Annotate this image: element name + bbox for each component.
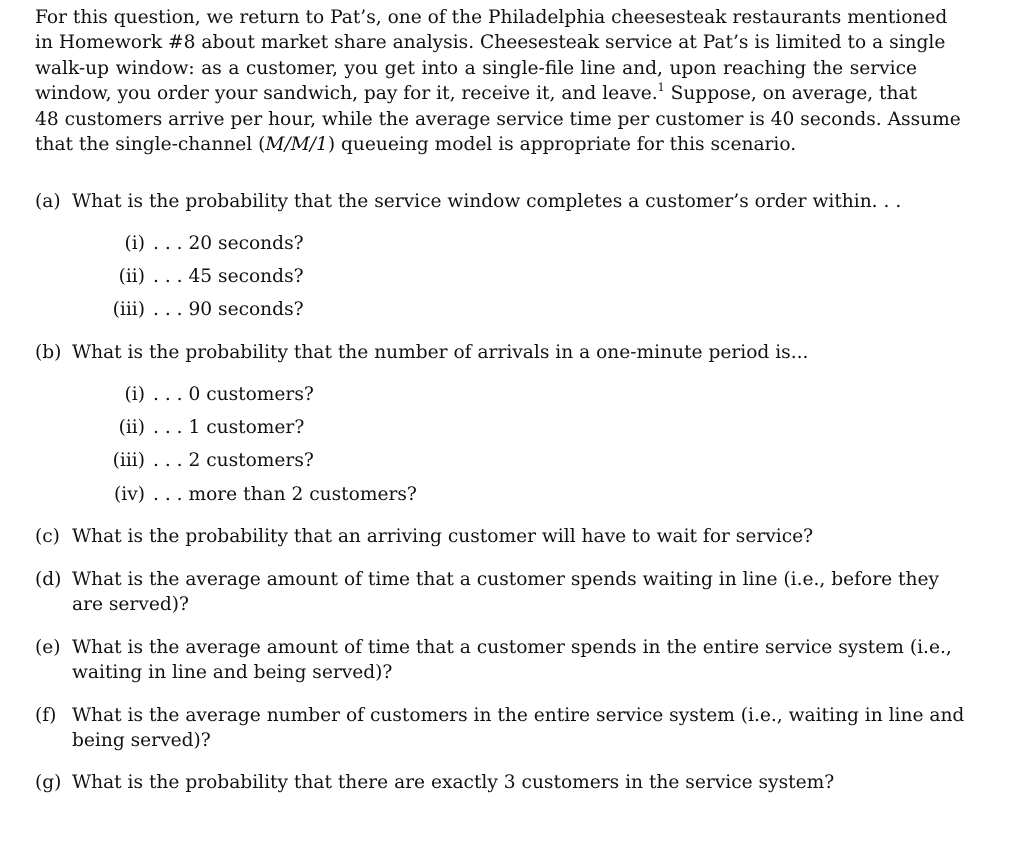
- sub-text: . . . 1 customer?: [153, 417, 305, 438]
- part-g-text: What is the probability that there are exactly 3 customers in the service system?: [72, 772, 835, 793]
- part-c-text: What is the probability that an arriving customer will have to wait for service?: [72, 526, 814, 547]
- part-f-line-2: being served)?: [72, 730, 211, 752]
- intro-line-4-tail: Suppose, on average, that: [670, 83, 918, 105]
- footnote-marker: 1: [657, 81, 665, 95]
- part-d-label: (d): [35, 569, 62, 590]
- part-c-label: (c): [35, 526, 60, 547]
- sub-text: . . . 2 customers?: [153, 450, 314, 471]
- sub-text: . . . more than 2 customers?: [153, 484, 417, 505]
- part-d-line-1: What is the average amount of time that a customer spends waiting in line (i.e., before they: [72, 569, 939, 590]
- part-b-label: (b): [35, 342, 62, 363]
- part-e-text: [72, 635, 952, 686]
- intro-line-6-tail: ) queueing model is appropriate for this scenario.: [327, 134, 797, 156]
- part-d-line-2: are served)?: [72, 594, 189, 616]
- part-e-line-2: waiting in line and being served)?: [72, 662, 393, 684]
- intro-paragraph: [35, 5, 961, 157]
- sub-text: . . . 90 seconds?: [153, 299, 304, 320]
- intro-line-4: [35, 81, 917, 106]
- sub-label: (ii): [118, 417, 145, 438]
- intro-line-5: 48 customers arrive per hour, while the average service time per customer is 40 seconds. Assume: [35, 108, 961, 130]
- part-f-line-1: What is the average number of customers in the entire service system (i.e., waiting in line and: [72, 705, 965, 726]
- part-e-label: (e): [35, 637, 61, 658]
- sub-text: . . . 0 customers?: [153, 384, 314, 405]
- sub-text: . . . 20 seconds?: [153, 233, 304, 254]
- part-e-line-1: What is the average amount of time that a customer spends in the entire service system (i.e.,: [72, 637, 952, 658]
- intro-line-6-head: that the single-channel (: [35, 134, 266, 156]
- part-b-text: What is the probability that the number of arrivals in a one-minute period is...: [72, 342, 809, 363]
- sub-label: (iii): [112, 299, 145, 320]
- part-a-label: (a): [35, 191, 61, 212]
- model-name: M/M/1: [265, 134, 328, 156]
- part-g-label: (g): [35, 772, 62, 793]
- sub-label: (iv): [114, 484, 145, 505]
- intro-line-1: For this question, we return to Pat’s, one of the Philadelphia cheesesteak restaurants mentioned: [35, 7, 948, 28]
- sub-label: (iii): [112, 450, 145, 471]
- sub-label: (i): [124, 233, 145, 254]
- intro-line-3: walk-up window: as a customer, you get into a single-file line and, upon reaching the service: [35, 57, 917, 79]
- intro-line-6: [35, 132, 917, 157]
- sub-label: (ii): [118, 266, 145, 287]
- part-d-text: [72, 567, 939, 618]
- part-a-text: What is the probability that the service window completes a customer’s order within. . .: [72, 191, 902, 212]
- intro-line-2: in Homework #8 about market share analysis. Cheesesteak service at Pat’s is limited to a single: [35, 32, 946, 54]
- sub-text: . . . 45 seconds?: [153, 266, 304, 287]
- sub-label: (i): [124, 384, 145, 405]
- intro-line-4-head: window, you order your sandwich, pay for it, receive it, and leave.: [35, 83, 658, 105]
- part-f-label: (f): [35, 705, 57, 726]
- part-f-text: [72, 703, 965, 754]
